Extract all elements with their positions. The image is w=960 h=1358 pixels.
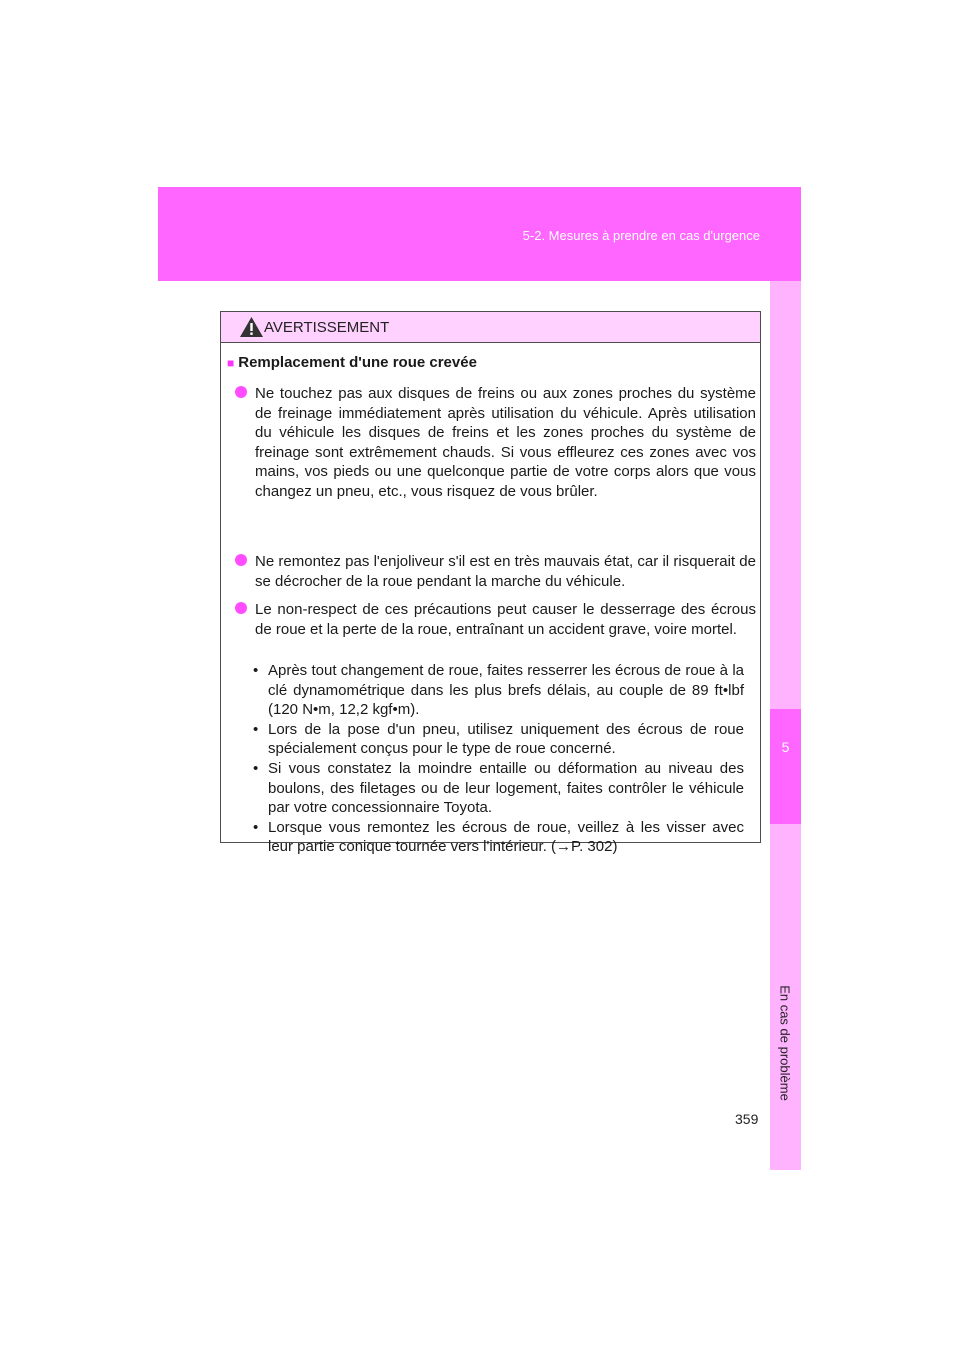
section-heading: 5-2. Mesures à prendre en cas d'urgence bbox=[522, 228, 760, 243]
warning-box bbox=[220, 311, 761, 856]
pink-dot-icon bbox=[235, 386, 247, 398]
bullet-text: Ne remontez pas l'enjoliveur s'il est en très mauvais état, car il risquerait de se décrocher de la roue pendant la marche du véhicule. bbox=[255, 553, 756, 590]
bullet-item bbox=[235, 600, 756, 639]
sub-list-item: • Après tout changement de roue, faites resserrer les écrous de roue à la clé dynamométrique dans les plus brefs délais, au couple de 89 ft•lbf (120 N•m, 12,2 kgf•m). bbox=[253, 661, 744, 720]
bullet-item bbox=[235, 552, 756, 591]
bullet-item bbox=[235, 384, 756, 502]
page-number: 359 bbox=[735, 1111, 759, 1127]
sub-list bbox=[253, 661, 744, 857]
chapter-number: 5 bbox=[781, 739, 790, 755]
pink-dot-icon bbox=[235, 602, 247, 614]
sub-list-item: • Lorsque vous remontez les écrous de roue, veillez à les visser avec leur partie conique tournée vers l'intérieur. (→P. 302) bbox=[253, 818, 744, 857]
bullet-text: Le non-respect de ces précautions peut causer le desserrage des écrous de roue et la perte de la roue, entraînant un accident grave, voire mortel. bbox=[255, 601, 756, 638]
warning-triangle-icon bbox=[240, 317, 263, 337]
chapter-side-tab bbox=[770, 281, 801, 1170]
warning-header bbox=[221, 312, 760, 343]
sub-list-item: • Si vous constatez la moindre entaille ou déformation au niveau des boulons, des filetages ou de leur logement, faites contrôler le véhicule par votre concessionnaire Toyota. bbox=[253, 759, 744, 818]
section-title-text: Remplacement d'une roue crevée bbox=[238, 354, 477, 371]
bullet-text: Ne touchez pas aux disques de freins ou aux zones proches du système de freinage immédiatement après utilisation du véhicule. Après utilisation du véhicule les disques de freins et les zones proches du système de freinage sont extrêmement chauds. Si vous effleurez ces zones avec vos mains, vos pieds ou une quelconque partie de votre corps alors que vous changez un pneu, etc., vous risquez de vous brûler. bbox=[255, 385, 756, 500]
section-title bbox=[227, 354, 477, 371]
sub-list-item: • Lors de la pose d'un pneu, utilisez uniquement des écrous de roue spécialement conçus pour le type de roue concerné. bbox=[253, 720, 744, 759]
warning-title: AVERTISSEMENT bbox=[264, 319, 390, 336]
pink-dot-icon bbox=[235, 554, 247, 566]
chapter-title: En cas de problème bbox=[777, 985, 793, 1101]
chapter-tab-active bbox=[770, 709, 801, 824]
header-band bbox=[158, 187, 801, 281]
pink-square-icon: ■ bbox=[227, 356, 235, 370]
